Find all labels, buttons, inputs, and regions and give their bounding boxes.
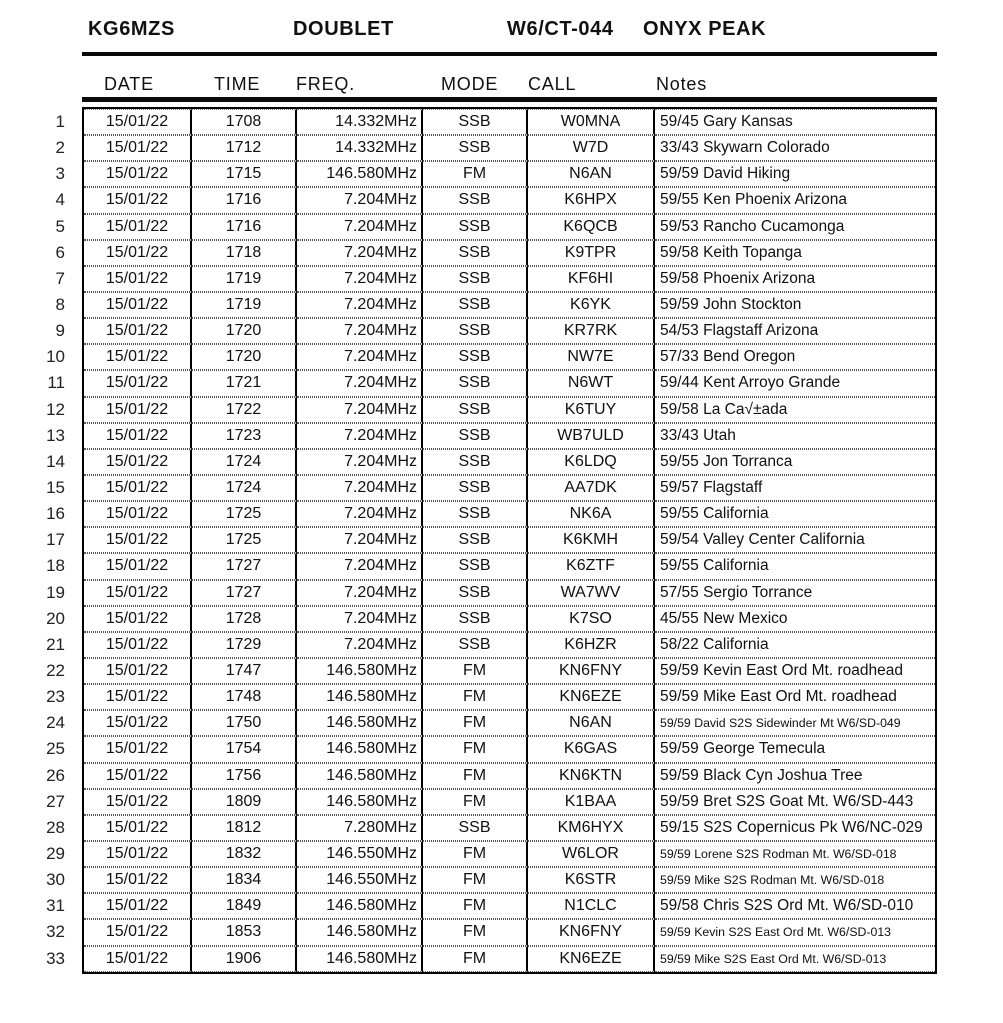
call-cell: N1CLC — [528, 893, 655, 919]
mode-cell: FM — [423, 763, 528, 789]
call-cell: W0MNA — [528, 109, 655, 135]
summit-reference: W6/CT-044 — [507, 18, 614, 40]
mode-cell: FM — [423, 684, 528, 710]
table-row — [84, 632, 935, 658]
call-cell: NK6A — [528, 501, 655, 527]
freq-cell: 146.580MHz — [297, 789, 423, 815]
freq-cell: 7.204MHz — [297, 292, 423, 318]
column-header-call: CALL — [528, 74, 577, 94]
table-row — [84, 867, 935, 893]
notes-cell: 59/15 S2S Copernicus Pk W6/NC-029 — [655, 815, 935, 841]
column-header-date: DATE — [104, 74, 154, 94]
freq-cell: 146.580MHz — [297, 736, 423, 762]
column-header-divider — [82, 97, 937, 102]
header-divider — [82, 52, 937, 56]
date-cell: 15/01/22 — [84, 344, 192, 370]
row-number: 19 — [46, 582, 65, 602]
time-cell: 1727 — [192, 580, 297, 606]
column-header-time: TIME — [214, 74, 261, 94]
freq-cell: 7.204MHz — [297, 318, 423, 344]
row-number: 11 — [47, 373, 65, 393]
date-cell: 15/01/22 — [84, 266, 192, 292]
notes-cell: 59/59 David Hiking — [655, 161, 935, 187]
mode-cell: SSB — [423, 370, 528, 396]
mode-cell: FM — [423, 710, 528, 736]
mode-cell: SSB — [423, 527, 528, 553]
time-cell: 1728 — [192, 606, 297, 632]
row-number: 14 — [46, 451, 65, 471]
table-row — [84, 214, 935, 240]
time-cell: 1729 — [192, 632, 297, 658]
notes-cell: 59/44 Kent Arroyo Grande — [655, 370, 935, 396]
notes-cell: 58/22 California — [655, 632, 935, 658]
notes-cell: 59/58 La Ca√±ada — [655, 397, 935, 423]
notes-cell: 33/43 Utah — [655, 423, 935, 449]
freq-cell: 146.550MHz — [297, 841, 423, 867]
mode-cell: SSB — [423, 292, 528, 318]
call-cell: KN6EZE — [528, 684, 655, 710]
time-cell: 1724 — [192, 449, 297, 475]
date-cell: 15/01/22 — [84, 658, 192, 684]
time-cell: 1756 — [192, 763, 297, 789]
date-cell: 15/01/22 — [84, 580, 192, 606]
row-number: 8 — [55, 294, 65, 314]
freq-cell: 14.332MHz — [297, 135, 423, 161]
freq-cell: 7.204MHz — [297, 501, 423, 527]
table-row — [84, 240, 935, 266]
notes-cell: 59/59 Mike East Ord Mt. roadhead — [655, 684, 935, 710]
notes-cell: 59/58 Keith Topanga — [655, 240, 935, 266]
antenna-label: DOUBLET — [293, 18, 394, 40]
row-number: 28 — [46, 817, 65, 837]
row-number: 21 — [46, 634, 65, 654]
freq-cell: 146.550MHz — [297, 867, 423, 893]
freq-cell: 146.580MHz — [297, 946, 423, 972]
table-row — [84, 344, 935, 370]
mode-cell: FM — [423, 893, 528, 919]
notes-cell: 59/55 California — [655, 501, 935, 527]
row-number: 7 — [55, 268, 65, 288]
time-cell: 1712 — [192, 135, 297, 161]
date-cell: 15/01/22 — [84, 867, 192, 893]
call-cell: KF6HI — [528, 266, 655, 292]
table-row — [84, 684, 935, 710]
date-cell: 15/01/22 — [84, 736, 192, 762]
time-cell: 1722 — [192, 397, 297, 423]
call-cell: N6WT — [528, 370, 655, 396]
summit-name: ONYX PEAK — [643, 18, 767, 40]
freq-cell: 7.204MHz — [297, 397, 423, 423]
freq-cell: 7.204MHz — [297, 266, 423, 292]
mode-cell: SSB — [423, 214, 528, 240]
freq-cell: 7.204MHz — [297, 553, 423, 579]
table-row — [84, 475, 935, 501]
time-cell: 1832 — [192, 841, 297, 867]
time-cell: 1716 — [192, 187, 297, 213]
call-cell: K6KMH — [528, 527, 655, 553]
table-row — [84, 815, 935, 841]
mode-cell: SSB — [423, 632, 528, 658]
log-table — [82, 107, 937, 974]
notes-cell: 59/57 Flagstaff — [655, 475, 935, 501]
mode-cell: FM — [423, 867, 528, 893]
date-cell: 15/01/22 — [84, 423, 192, 449]
freq-cell: 146.580MHz — [297, 684, 423, 710]
notes-cell: 33/43 Skywarn Colorado — [655, 135, 935, 161]
row-number: 12 — [46, 399, 65, 419]
mode-cell: SSB — [423, 109, 528, 135]
time-cell: 1809 — [192, 789, 297, 815]
date-cell: 15/01/22 — [84, 161, 192, 187]
notes-cell: 45/55 New Mexico — [655, 606, 935, 632]
call-cell: WA7WV — [528, 580, 655, 606]
time-cell: 1720 — [192, 344, 297, 370]
time-cell: 1721 — [192, 370, 297, 396]
call-cell: K6GAS — [528, 736, 655, 762]
notes-cell: 59/59 David S2S Sidewinder Mt W6/SD-049 — [655, 710, 935, 736]
date-cell: 15/01/22 — [84, 318, 192, 344]
mode-cell: FM — [423, 161, 528, 187]
call-cell: KN6EZE — [528, 946, 655, 972]
notes-cell: 59/59 Lorene S2S Rodman Mt. W6/SD-018 — [655, 841, 935, 867]
date-cell: 15/01/22 — [84, 449, 192, 475]
time-cell: 1724 — [192, 475, 297, 501]
table-row — [84, 292, 935, 318]
date-cell: 15/01/22 — [84, 841, 192, 867]
mode-cell: SSB — [423, 318, 528, 344]
mode-cell: FM — [423, 736, 528, 762]
time-cell: 1849 — [192, 893, 297, 919]
table-row — [84, 946, 935, 972]
time-cell: 1812 — [192, 815, 297, 841]
date-cell: 15/01/22 — [84, 292, 192, 318]
time-cell: 1727 — [192, 553, 297, 579]
mode-cell: FM — [423, 919, 528, 945]
date-cell: 15/01/22 — [84, 475, 192, 501]
row-number: 25 — [46, 739, 65, 759]
time-cell: 1719 — [192, 292, 297, 318]
row-number: 20 — [46, 608, 65, 628]
mode-cell: SSB — [423, 187, 528, 213]
freq-cell: 146.580MHz — [297, 161, 423, 187]
row-numbers — [0, 109, 65, 972]
date-cell: 15/01/22 — [84, 187, 192, 213]
call-cell: K6HPX — [528, 187, 655, 213]
time-cell: 1853 — [192, 919, 297, 945]
table-row — [84, 553, 935, 579]
row-number: 17 — [46, 530, 65, 550]
row-number: 16 — [46, 504, 65, 524]
date-cell: 15/01/22 — [84, 397, 192, 423]
table-row — [84, 109, 935, 135]
mode-cell: SSB — [423, 449, 528, 475]
time-cell: 1723 — [192, 423, 297, 449]
time-cell: 1754 — [192, 736, 297, 762]
freq-cell: 146.580MHz — [297, 763, 423, 789]
call-cell: K9TPR — [528, 240, 655, 266]
table-row — [84, 449, 935, 475]
notes-cell: 59/55 Ken Phoenix Arizona — [655, 187, 935, 213]
call-cell: N6AN — [528, 161, 655, 187]
date-cell: 15/01/22 — [84, 789, 192, 815]
call-cell: K6TUY — [528, 397, 655, 423]
notes-cell: 59/59 John Stockton — [655, 292, 935, 318]
notes-cell: 59/59 Kevin S2S East Ord Mt. W6/SD-013 — [655, 919, 935, 945]
table-row — [84, 161, 935, 187]
notes-cell: 57/33 Bend Oregon — [655, 344, 935, 370]
date-cell: 15/01/22 — [84, 527, 192, 553]
date-cell: 15/01/22 — [84, 632, 192, 658]
date-cell: 15/01/22 — [84, 240, 192, 266]
call-cell: K6QCB — [528, 214, 655, 240]
mode-cell: SSB — [423, 606, 528, 632]
table-row — [84, 841, 935, 867]
time-cell: 1906 — [192, 946, 297, 972]
freq-cell: 7.280MHz — [297, 815, 423, 841]
notes-cell: 59/58 Chris S2S Ord Mt. W6/SD-010 — [655, 893, 935, 919]
row-number: 27 — [46, 791, 65, 811]
notes-cell: 59/58 Phoenix Arizona — [655, 266, 935, 292]
call-cell: N6AN — [528, 710, 655, 736]
row-number: 32 — [46, 922, 65, 942]
row-number: 3 — [55, 164, 65, 184]
table-row — [84, 266, 935, 292]
freq-cell: 7.204MHz — [297, 214, 423, 240]
notes-cell: 59/54 Valley Center California — [655, 527, 935, 553]
freq-cell: 146.580MHz — [297, 710, 423, 736]
mode-cell: SSB — [423, 266, 528, 292]
row-number: 1 — [55, 112, 65, 131]
mode-cell: SSB — [423, 580, 528, 606]
call-cell: K6ZTF — [528, 553, 655, 579]
row-number: 29 — [46, 843, 65, 863]
table-row — [84, 527, 935, 553]
mode-cell: SSB — [423, 344, 528, 370]
table-row — [84, 135, 935, 161]
notes-cell: 59/59 Mike S2S East Ord Mt. W6/SD-013 — [655, 946, 935, 972]
mode-cell: FM — [423, 841, 528, 867]
table-row — [84, 789, 935, 815]
mode-cell: SSB — [423, 423, 528, 449]
row-number: 9 — [55, 321, 65, 341]
row-number: 22 — [46, 660, 65, 680]
row-number: 18 — [46, 556, 65, 576]
table-row — [84, 919, 935, 945]
table-row — [84, 501, 935, 527]
call-cell: K1BAA — [528, 789, 655, 815]
time-cell: 1716 — [192, 214, 297, 240]
call-cell: KN6FNY — [528, 658, 655, 684]
operator-callsign: KG6MZS — [88, 18, 175, 40]
notes-cell: 59/55 Jon Torranca — [655, 449, 935, 475]
row-number: 30 — [46, 870, 65, 890]
freq-cell: 7.204MHz — [297, 475, 423, 501]
date-cell: 15/01/22 — [84, 946, 192, 972]
freq-cell: 7.204MHz — [297, 370, 423, 396]
date-cell: 15/01/22 — [84, 763, 192, 789]
date-cell: 15/01/22 — [84, 710, 192, 736]
mode-cell: FM — [423, 658, 528, 684]
call-cell: NW7E — [528, 344, 655, 370]
row-number: 4 — [55, 190, 65, 210]
table-row — [84, 318, 935, 344]
date-cell: 15/01/22 — [84, 893, 192, 919]
notes-cell: 59/59 Bret S2S Goat Mt. W6/SD-443 — [655, 789, 935, 815]
mode-cell: FM — [423, 946, 528, 972]
row-number: 10 — [46, 347, 65, 367]
row-number: 33 — [46, 948, 65, 968]
time-cell: 1747 — [192, 658, 297, 684]
freq-cell: 146.580MHz — [297, 658, 423, 684]
column-header-freq: FREQ. — [296, 74, 356, 94]
time-cell: 1720 — [192, 318, 297, 344]
call-cell: W7D — [528, 135, 655, 161]
row-number: 13 — [46, 425, 65, 445]
call-cell: KR7RK — [528, 318, 655, 344]
table-row — [84, 423, 935, 449]
mode-cell: SSB — [423, 240, 528, 266]
call-cell: W6LOR — [528, 841, 655, 867]
freq-cell: 7.204MHz — [297, 344, 423, 370]
table-row — [84, 187, 935, 213]
mode-cell: SSB — [423, 815, 528, 841]
freq-cell: 7.204MHz — [297, 240, 423, 266]
notes-cell: 57/55 Sergio Torrance — [655, 580, 935, 606]
table-row — [84, 580, 935, 606]
notes-cell: 59/59 Black Cyn Joshua Tree — [655, 763, 935, 789]
table-row — [84, 370, 935, 396]
row-number: 6 — [55, 242, 65, 262]
call-cell: K6YK — [528, 292, 655, 318]
time-cell: 1719 — [192, 266, 297, 292]
call-cell: K6LDQ — [528, 449, 655, 475]
date-cell: 15/01/22 — [84, 606, 192, 632]
notes-cell: 59/59 Kevin East Ord Mt. roadhead — [655, 658, 935, 684]
time-cell: 1750 — [192, 710, 297, 736]
notes-cell: 59/59 Mike S2S Rodman Mt. W6/SD-018 — [655, 867, 935, 893]
mode-cell: SSB — [423, 501, 528, 527]
table-row — [84, 397, 935, 423]
time-cell: 1715 — [192, 161, 297, 187]
date-cell: 15/01/22 — [84, 109, 192, 135]
table-row — [84, 606, 935, 632]
notes-cell: 54/53 Flagstaff Arizona — [655, 318, 935, 344]
call-cell: K6HZR — [528, 632, 655, 658]
date-cell: 15/01/22 — [84, 815, 192, 841]
time-cell: 1725 — [192, 527, 297, 553]
freq-cell: 7.204MHz — [297, 423, 423, 449]
call-cell: K6STR — [528, 867, 655, 893]
date-cell: 15/01/22 — [84, 919, 192, 945]
row-number: 5 — [55, 216, 65, 236]
mode-cell: FM — [423, 789, 528, 815]
row-number: 23 — [46, 687, 65, 707]
row-number: 26 — [46, 765, 65, 785]
call-cell: AA7DK — [528, 475, 655, 501]
date-cell: 15/01/22 — [84, 135, 192, 161]
date-cell: 15/01/22 — [84, 684, 192, 710]
table-row — [84, 763, 935, 789]
time-cell: 1725 — [192, 501, 297, 527]
date-cell: 15/01/22 — [84, 501, 192, 527]
freq-cell: 7.204MHz — [297, 632, 423, 658]
freq-cell: 146.580MHz — [297, 893, 423, 919]
notes-cell: 59/55 California — [655, 553, 935, 579]
date-cell: 15/01/22 — [84, 370, 192, 396]
freq-cell: 7.204MHz — [297, 187, 423, 213]
notes-cell: 59/53 Rancho Cucamonga — [655, 214, 935, 240]
column-header-mode: MODE — [441, 74, 499, 94]
freq-cell: 7.204MHz — [297, 527, 423, 553]
time-cell: 1718 — [192, 240, 297, 266]
table-row — [84, 736, 935, 762]
table-row — [84, 710, 935, 736]
freq-cell: 14.332MHz — [297, 109, 423, 135]
call-cell: KN6FNY — [528, 919, 655, 945]
freq-cell: 7.204MHz — [297, 606, 423, 632]
notes-cell: 59/45 Gary Kansas — [655, 109, 935, 135]
row-number: 31 — [46, 896, 65, 916]
mode-cell: SSB — [423, 397, 528, 423]
mode-cell: SSB — [423, 475, 528, 501]
call-cell: KM6HYX — [528, 815, 655, 841]
time-cell: 1708 — [192, 109, 297, 135]
notes-cell: 59/59 George Temecula — [655, 736, 935, 762]
table-row — [84, 893, 935, 919]
freq-cell: 7.204MHz — [297, 580, 423, 606]
time-cell: 1748 — [192, 684, 297, 710]
freq-cell: 7.204MHz — [297, 449, 423, 475]
date-cell: 15/01/22 — [84, 553, 192, 579]
row-number: 15 — [46, 477, 65, 497]
row-number: 24 — [46, 713, 65, 733]
time-cell: 1834 — [192, 867, 297, 893]
call-cell: K7SO — [528, 606, 655, 632]
call-cell: KN6KTN — [528, 763, 655, 789]
call-cell: WB7ULD — [528, 423, 655, 449]
row-number: 2 — [55, 138, 65, 158]
mode-cell: SSB — [423, 553, 528, 579]
date-cell: 15/01/22 — [84, 214, 192, 240]
mode-cell: SSB — [423, 135, 528, 161]
table-row — [84, 658, 935, 684]
column-header-notes: Notes — [656, 74, 708, 94]
freq-cell: 146.580MHz — [297, 919, 423, 945]
